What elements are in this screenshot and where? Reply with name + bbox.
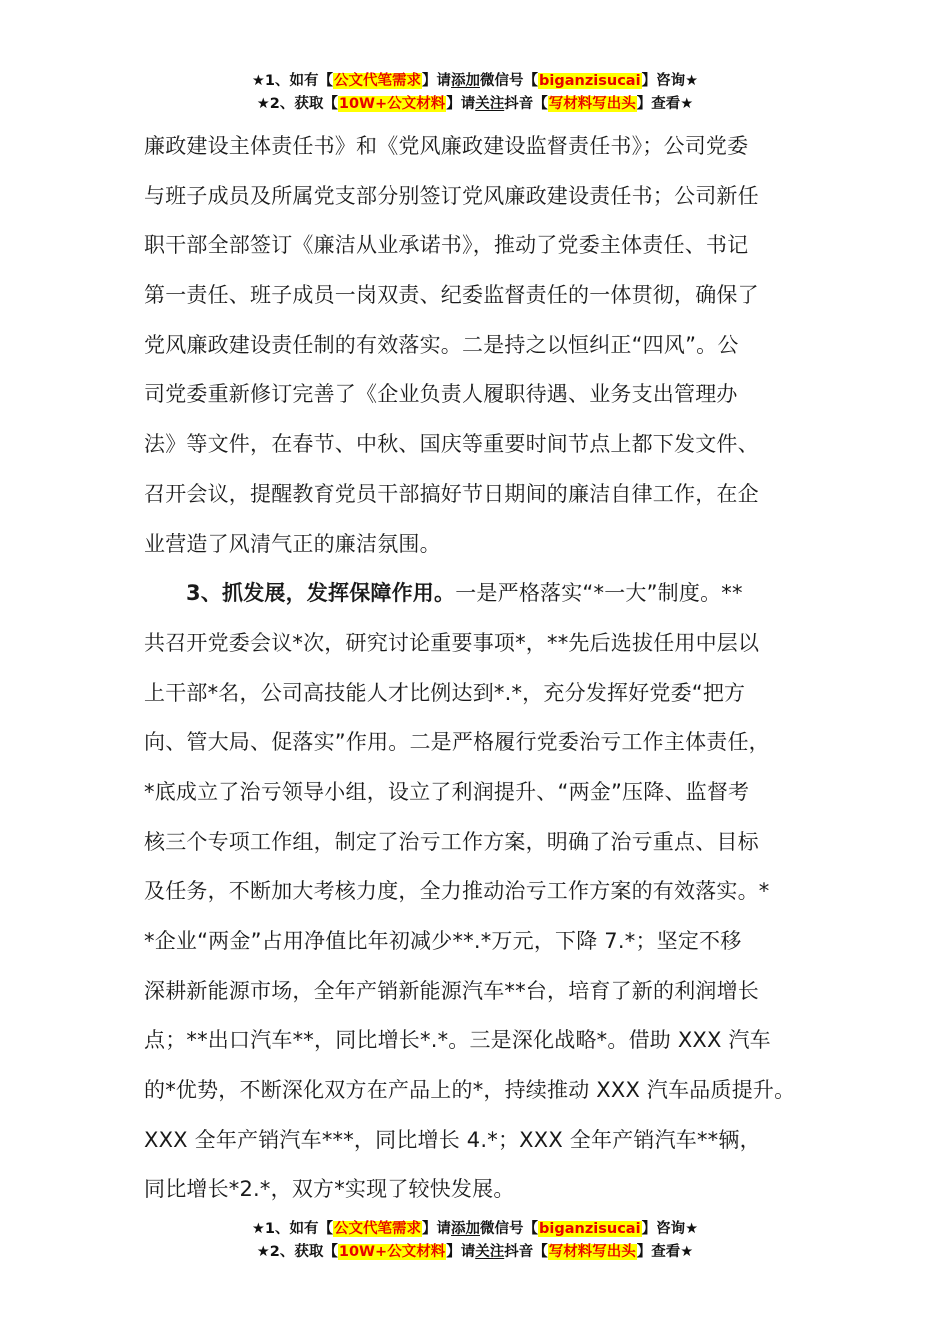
banner-text: 】咨询★: [641, 73, 699, 89]
body-line: 与班子成员及所属党支部分别签订党风廉政建设责任书；公司新任: [144, 183, 759, 208]
banner-text: 】请: [422, 73, 452, 89]
banner-text: ★2、获取【: [256, 1244, 338, 1260]
body-line: XXX 全年产销汽车***，同比增长 4.*；XXX 全年产销汽车**辆，: [144, 1127, 761, 1152]
underlined-add: 添加: [451, 73, 481, 89]
body-line: 第一责任、班子成员一岗双责、纪委监督责任的一体贯彻，确保了: [144, 283, 759, 308]
highlight-ghostwriting: 公文代笔需求: [334, 1221, 422, 1237]
section-3-first-line: [144, 569, 812, 619]
body-line: 职干部全部签订《廉洁从业承诺书》，推动了党委主体责任、书记: [144, 233, 749, 258]
highlight-wechat-id: biganzisucai: [539, 1221, 641, 1237]
banner-text: 】请: [446, 96, 476, 112]
body-line: 深耕新能源市场，全年产销新能源汽车**台，培育了新的利润增长: [144, 978, 759, 1003]
highlight-ghostwriting: 公文代笔需求: [334, 73, 422, 89]
body-line: 上干部*名，公司高技能人才比例达到*.*，充分发挥好党委“把方: [144, 680, 746, 705]
banner-line-2: [0, 93, 950, 116]
body-line: 党风廉政建设责任制的有效落实。二是持之以恒纠正“四风”。公: [144, 332, 739, 357]
body-line: 廉政建设主体责任书》和《党风廉政建设监督责任书》；公司党委: [144, 134, 749, 158]
body-line: 法》等文件，在春节、中秋、国庆等重要时间节点上都下发文件、: [144, 432, 759, 457]
body-line: 同比增长*2.*，双方*实现了较快发展。: [144, 1177, 515, 1202]
banner-text: ★1、如有【: [251, 73, 334, 89]
body-line: 及任务，不断加大考核力度，全力推动治亏工作方案的有效落实。*: [144, 879, 770, 904]
body-line: 召开会议，提醒教育党员干部搞好节日期间的廉洁自律工作，在企: [144, 481, 759, 506]
highlight-materials: 10W+公文材料: [338, 96, 446, 112]
banner-text: 抖音【: [504, 1244, 548, 1260]
banner-text: 微信号【: [480, 1221, 539, 1237]
body-line: 核三个专项工作组，制定了治亏工作方案，明确了治亏重点、目标: [144, 829, 759, 854]
highlight-douyin-account: 写材料写出头: [548, 1244, 636, 1260]
banner-text: 】咨询★: [641, 1221, 699, 1237]
banner-text: ★2、获取【: [256, 96, 338, 112]
highlight-wechat-id: biganzisucai: [539, 73, 641, 89]
footer-banner: [0, 1218, 950, 1264]
banner-text: 抖音【: [504, 96, 548, 112]
header-banner: [0, 70, 950, 116]
body-line: *底成立了治亏领导小组，设立了利润提升、“两金”压降、监督考: [144, 779, 750, 804]
banner-text: 微信号【: [480, 73, 539, 89]
banner-text: 】查看★: [636, 1244, 694, 1260]
body-line: 向、管大局、促落实”作用。二是严格履行党委治亏工作主体责任，: [144, 730, 770, 755]
body-line: 的*优势，不断深化双方在产品上的*，持续推动 XXX 汽车品质提升。: [144, 1078, 796, 1103]
banner-text: 】请: [446, 1244, 476, 1260]
banner-line-1: [0, 1218, 950, 1241]
highlight-douyin-account: 写材料写出头: [548, 96, 636, 112]
highlight-materials: 10W+公文材料: [338, 1244, 446, 1260]
body-line: 点；**出口汽车**，同比增长*.*。三是深化战略*。借助 XXX 汽车: [144, 1028, 771, 1053]
banner-line-1: [0, 70, 950, 93]
body-line: 司党委重新修订完善了《企业负责人履职待遇、业务支出管理办: [144, 382, 738, 407]
banner-line-2: [0, 1241, 950, 1264]
underlined-follow: 关注: [475, 1244, 505, 1260]
banner-text: 】请: [422, 1221, 452, 1237]
underlined-follow: 关注: [475, 96, 505, 112]
document-body: [144, 122, 812, 1215]
underlined-add: 添加: [451, 1221, 481, 1237]
body-line: 业营造了风清气正的廉洁氛围。: [144, 531, 441, 556]
section-3-text: 一是严格落实“*一大”制度。**: [455, 581, 743, 606]
banner-text: ★1、如有【: [251, 1221, 334, 1237]
body-line: 共召开党委会议*次，研究讨论重要事项*，**先后选拔任用中层以: [144, 630, 760, 655]
banner-text: 】查看★: [636, 96, 694, 112]
body-line: *企业“两金”占用净值比年初减少**.*万元，下降 7.*；坚定不移: [144, 929, 742, 953]
section-3-heading: 3、抓发展，发挥保障作用。: [186, 581, 456, 606]
